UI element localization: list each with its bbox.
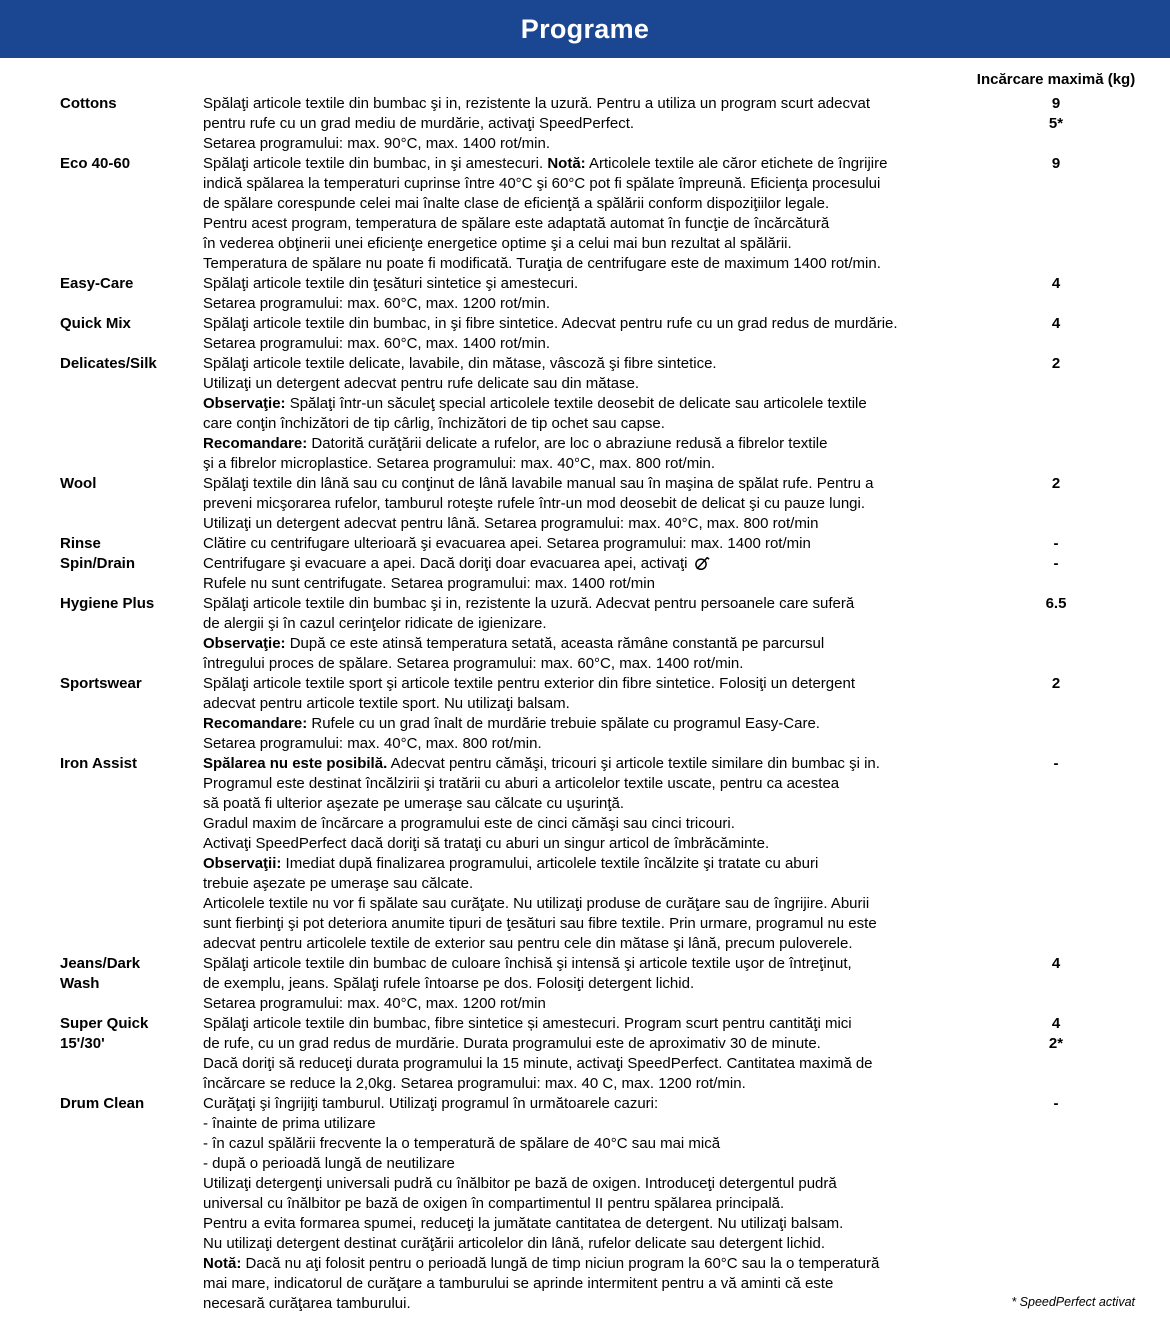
program-max-load bbox=[961, 754, 1151, 774]
program-name bbox=[60, 674, 203, 694]
program-row bbox=[60, 354, 1170, 474]
program-name-line: Spin/Drain bbox=[60, 555, 136, 572]
program-row bbox=[60, 94, 1170, 154]
program-max-load bbox=[961, 534, 1151, 554]
description-text: în vederea obţinerii unei eficienţe energetice optime şi a celui mai bun rezultat al spălării. bbox=[203, 235, 792, 252]
program-name-line: Drum Clean bbox=[60, 1095, 145, 1112]
description-text: Spălaţi articole textile din bumbac, fibre sintetice și amestecuri. Program scurt pentru cantităţi mici bbox=[203, 1015, 852, 1032]
description-text-bold: Observaţie: bbox=[203, 395, 286, 412]
description-line bbox=[203, 174, 961, 194]
description-line bbox=[203, 494, 961, 514]
no-spin-icon bbox=[694, 554, 710, 574]
footnote: * SpeedPerfect activat bbox=[1011, 1295, 1135, 1309]
description-text: Setarea programului: max. 60°C, max. 1200 rot/min. bbox=[203, 295, 550, 312]
program-description bbox=[203, 954, 961, 1014]
program-description bbox=[203, 534, 961, 554]
description-text: Nu utilizaţi detergent destinat curăţării articolelor din lână, rufelor delicate sau detergent lichid. bbox=[203, 1235, 826, 1252]
description-line bbox=[203, 314, 961, 334]
program-name-line: Sportswear bbox=[60, 675, 142, 692]
program-max-load bbox=[961, 1014, 1151, 1054]
description-text: universal cu înălbitor pe bază de oxigen în compartimentul II pentru spălarea principală. bbox=[203, 1195, 785, 1212]
page-header bbox=[0, 0, 1170, 58]
description-text: Spălaţi articole textile din bumbac, in şi fibre sintetice. Adecvat pentru rufe cu un grad redus de murdărie. bbox=[203, 315, 898, 332]
program-max-load bbox=[961, 274, 1151, 294]
program-name bbox=[60, 354, 203, 374]
description-text: mai mare, indicatorul de curăţare a tamburului se aprinde intermitent pentru a vă aminti că este bbox=[203, 1275, 834, 1292]
programs-table bbox=[60, 94, 1170, 1314]
program-name bbox=[60, 274, 203, 294]
description-line bbox=[203, 1114, 961, 1134]
description-text-bold: Observaţie: bbox=[203, 635, 286, 652]
page-title: Programe bbox=[520, 13, 650, 44]
description-text: Curăţaţi şi îngrijiţi tamburul. Utilizaţi programul în următoarele cazuri: bbox=[203, 1095, 659, 1112]
program-row bbox=[60, 754, 1170, 954]
load-value: - bbox=[1053, 1095, 1059, 1112]
program-max-load bbox=[961, 554, 1151, 574]
program-max-load bbox=[961, 674, 1151, 694]
description-text: Setarea programului: max. 40°C, max. 800 rot/min. bbox=[203, 735, 542, 752]
description-text-bold: Notă: bbox=[547, 155, 586, 172]
program-name bbox=[60, 154, 203, 174]
load-value: 9 bbox=[1051, 155, 1061, 172]
program-name bbox=[60, 1014, 203, 1054]
program-description bbox=[203, 154, 961, 274]
description-text: Datorită curăţării delicate a rufelor, are loc o abraziune redusă a fibrelor textile bbox=[307, 435, 828, 452]
program-name bbox=[60, 554, 203, 574]
program-max-load bbox=[961, 94, 1151, 134]
description-line bbox=[203, 654, 961, 674]
program-row bbox=[60, 594, 1170, 674]
description-text: necesară curăţarea tamburului. bbox=[203, 1295, 411, 1312]
description-text: trebuie aşezate pe umeraşe sau călcate. bbox=[203, 875, 474, 892]
program-row bbox=[60, 474, 1170, 534]
program-name bbox=[60, 1094, 203, 1114]
description-text: sunt fierbinţi şi pot deteriora anumite tipuri de ţesături sau fibre textile. Prin urmare, programul nu este bbox=[203, 915, 877, 932]
description-line bbox=[203, 1214, 961, 1234]
max-load-column-header: Incărcare maximă (kg) bbox=[976, 71, 1136, 88]
description-text-bold: Observaţii: bbox=[203, 855, 282, 872]
program-name bbox=[60, 314, 203, 334]
load-value: 2 bbox=[1051, 355, 1061, 372]
description-line bbox=[203, 674, 961, 694]
description-text: care conţin închizători de tip cârlig, închizători de tip ochet sau capse. bbox=[203, 415, 665, 432]
description-text: Spălaţi articole textile delicate, lavabile, din mătase, vâscoză şi fibre sintetice. bbox=[203, 355, 717, 372]
description-text-bold: Recomandare: bbox=[203, 435, 308, 452]
description-line bbox=[203, 1274, 961, 1294]
description-line bbox=[203, 554, 961, 574]
description-line bbox=[203, 854, 961, 874]
description-text: Pentru a evita formarea spumei, reduceţi la jumătate cantitatea de detergent. Nu utilizaţi balsam. bbox=[203, 1215, 844, 1232]
load-value: 2 bbox=[1051, 475, 1061, 492]
description-text: Rufele cu un grad înalt de murdărie trebuie spălate cu programul Easy-Care. bbox=[307, 715, 820, 732]
program-description bbox=[203, 354, 961, 474]
program-name-line: 15'/30' bbox=[60, 1035, 105, 1052]
description-line bbox=[203, 254, 961, 274]
description-text: Centrifugare şi evacuare a apei. Dacă doriţi doar evacuarea apei, activaţi bbox=[203, 555, 692, 572]
description-text: de alergii şi în cazul cerinţelor ridicate de igienizare. bbox=[203, 615, 547, 632]
program-row bbox=[60, 314, 1170, 354]
program-name bbox=[60, 754, 203, 774]
description-text: Clătire cu centrifugare ulterioară şi evacuarea apei. Setarea programului: max. 1400 rot/min bbox=[203, 535, 811, 552]
description-line bbox=[203, 394, 961, 414]
description-line bbox=[203, 534, 961, 554]
program-row bbox=[60, 274, 1170, 314]
description-text: Setarea programului: max. 60°C, max. 1400 rot/min. bbox=[203, 335, 550, 352]
description-line bbox=[203, 134, 961, 154]
description-text: pentru rufe cu un grad mediu de murdărie, activaţi SpeedPerfect. bbox=[203, 115, 635, 132]
description-line bbox=[203, 1234, 961, 1254]
description-text: Imediat după finalizarea programului, articolele textile încălzite şi tratate cu aburi bbox=[281, 855, 819, 872]
load-value: - bbox=[1053, 535, 1059, 552]
description-text: adecvat pentru articolele textile de exterior sau pentru cele din mătase şi lână, precum puloverele. bbox=[203, 935, 853, 952]
description-text: Spălaţi articole textile din bumbac şi in, rezistente la uzură. Adecvat pentru persoanele care suferă bbox=[203, 595, 855, 612]
description-text: Adecvat pentru cămăşi, tricouri şi articole textile similare din bumbac şi in. bbox=[387, 755, 880, 772]
description-text: Dacă nu aţi folosit pentru o perioadă lungă de timp niciun program la 60°C sau la o temperatură bbox=[241, 1255, 880, 1272]
description-line bbox=[203, 634, 961, 654]
description-text: să poată fi ulterior aşezate pe umeraşe sau călcate cu uşurinţă. bbox=[203, 795, 625, 812]
description-line bbox=[203, 334, 961, 354]
program-row bbox=[60, 1014, 1170, 1094]
table-header-row bbox=[60, 70, 1170, 90]
program-description bbox=[203, 1014, 961, 1094]
description-line bbox=[203, 1094, 961, 1114]
program-description bbox=[203, 274, 961, 314]
description-line bbox=[203, 774, 961, 794]
description-text: întregului proces de spălare. Setarea programului: max. 60°C, max. 1400 rot/min. bbox=[203, 655, 744, 672]
program-row bbox=[60, 674, 1170, 754]
program-description bbox=[203, 754, 961, 954]
description-line bbox=[203, 1034, 961, 1054]
description-line bbox=[203, 374, 961, 394]
load-value: 4 bbox=[1051, 955, 1061, 972]
program-max-load bbox=[961, 314, 1151, 334]
load-value: 4 bbox=[1051, 1015, 1061, 1032]
program-name bbox=[60, 594, 203, 614]
description-line bbox=[203, 814, 961, 834]
description-line bbox=[203, 1154, 961, 1174]
description-text: Spălaţi într-un săculeţ special articolele textile deosebit de delicate sau articolele textile bbox=[285, 395, 867, 412]
program-row bbox=[60, 954, 1170, 1014]
description-line bbox=[203, 1254, 961, 1274]
description-line bbox=[203, 894, 961, 914]
program-name-line: Iron Assist bbox=[60, 755, 137, 772]
description-text: încărcare se reduce la 2,0kg. Setarea programului: max. 40 C, max. 1200 rot/min. bbox=[203, 1075, 746, 1092]
description-line bbox=[203, 994, 961, 1014]
description-text: Articolele textile nu vor fi spălate sau curăţate. Nu utilizaţi produse de curăţare sau de îngrijire. Aburii bbox=[203, 895, 870, 912]
description-text: Spălaţi articole textile din bumbac, in şi amestecuri. bbox=[203, 155, 548, 172]
description-text-bold: Recomandare: bbox=[203, 715, 308, 732]
description-text: Pentru acest program, temperatura de spălare este adaptată automat în funcţie de încărcătură bbox=[203, 215, 830, 232]
program-row bbox=[60, 154, 1170, 274]
program-name bbox=[60, 534, 203, 554]
program-description bbox=[203, 674, 961, 754]
description-line bbox=[203, 234, 961, 254]
program-row bbox=[60, 554, 1170, 594]
description-text: - în cazul spălării frecvente la o temperatură de spălare de 40°C sau mai mică bbox=[203, 1135, 721, 1152]
program-max-load bbox=[961, 954, 1151, 974]
description-text: Rufele nu sunt centrifugate. Setarea programului: max. 1400 rot/min bbox=[203, 575, 655, 592]
description-text: de exemplu, jeans. Spălaţi rufele întoarse pe dos. Folosiţi detergent lichid. bbox=[203, 975, 695, 992]
description-line bbox=[203, 454, 961, 474]
load-value: 6.5 bbox=[1045, 595, 1067, 612]
description-line bbox=[203, 434, 961, 454]
program-name-line: Super Quick bbox=[60, 1015, 149, 1032]
program-description bbox=[203, 554, 961, 594]
load-value: 2 bbox=[1051, 675, 1061, 692]
description-text: preveni micşorarea rufelor, tamburul roteşte rufele într-un mod deosebit de delicat şi cu pauze lungi. bbox=[203, 495, 866, 512]
description-line bbox=[203, 1134, 961, 1154]
description-line bbox=[203, 1074, 961, 1094]
description-text: Dacă doriţi să reduceţi durata programului la 15 minute, activaţi SpeedPerfect. Cantitatea maximă de bbox=[203, 1055, 873, 1072]
description-line bbox=[203, 714, 961, 734]
program-name bbox=[60, 94, 203, 114]
program-description bbox=[203, 1094, 961, 1314]
program-description bbox=[203, 594, 961, 674]
description-text: Utilizaţi un detergent adecvat pentru lână. Setarea programului: max. 40°C, max. 800 rot/min bbox=[203, 515, 819, 532]
program-name bbox=[60, 954, 203, 994]
program-description bbox=[203, 94, 961, 154]
description-line bbox=[203, 414, 961, 434]
load-value: 4 bbox=[1051, 315, 1061, 332]
programs-section bbox=[0, 70, 1170, 1314]
description-line bbox=[203, 214, 961, 234]
description-line bbox=[203, 1294, 961, 1314]
description-text: Spălaţi textile din lână sau cu conţinut de lână lavabile manual sau în maşina de spălat rufe. Pentru a bbox=[203, 475, 874, 492]
description-line bbox=[203, 574, 961, 594]
description-text-bold: Notă: bbox=[203, 1255, 242, 1272]
description-line bbox=[203, 94, 961, 114]
description-line bbox=[203, 934, 961, 954]
description-text: Activaţi SpeedPerfect dacă doriţi să trataţi cu aburi un singur articol de îmbrăcăminte. bbox=[203, 835, 770, 852]
description-line bbox=[203, 114, 961, 134]
description-text: Gradul maxim de încărcare a programului este de cinci cămăşi sau cinci tricouri. bbox=[203, 815, 735, 832]
description-text: indică spălarea la temperaturi cuprinse între 40°C şi 60°C pot fi spălate împreună. Eficienţa procesului bbox=[203, 175, 881, 192]
program-name-line: Cottons bbox=[60, 95, 117, 112]
description-line bbox=[203, 694, 961, 714]
description-text: de spălare corespunde celei mai înalte clase de eficienţă a spălării conform dispoziţiilor legale. bbox=[203, 195, 830, 212]
description-text: Spălaţi articole textile din bumbac şi in, rezistente la uzură. Pentru a utiliza un program scurt adecvat bbox=[203, 95, 871, 112]
description-text: Temperatura de spălare nu poate fi modificată. Turaţia de centrifugare este de maximum 1400 rot/min. bbox=[203, 255, 881, 272]
program-name-line: Hygiene Plus bbox=[60, 595, 155, 612]
load-value: - bbox=[1053, 555, 1059, 572]
program-max-load bbox=[961, 474, 1151, 494]
description-text: Spălaţi articole textile din ţesături sintetice şi amestecuri. bbox=[203, 275, 579, 292]
description-line bbox=[203, 194, 961, 214]
description-text: adecvat pentru articole textile sport. Nu utilizaţi balsam. bbox=[203, 695, 570, 712]
load-value: 4 bbox=[1051, 275, 1061, 292]
program-name bbox=[60, 474, 203, 494]
program-max-load bbox=[961, 154, 1151, 174]
description-line bbox=[203, 754, 961, 774]
description-text: Articolele textile ale căror etichete de îngrijire bbox=[585, 155, 888, 172]
load-value: 9 bbox=[1051, 95, 1061, 112]
program-row bbox=[60, 1094, 1170, 1314]
description-line bbox=[203, 514, 961, 534]
program-row bbox=[60, 534, 1170, 554]
program-max-load bbox=[961, 594, 1151, 614]
table-header-spacer bbox=[60, 70, 961, 90]
description-text: - înainte de prima utilizare bbox=[203, 1115, 376, 1132]
description-text: Programul este destinat încălzirii şi tratării cu aburi a articolelor textile uscate, pentru ca acestea bbox=[203, 775, 840, 792]
program-name-line: Jeans/Dark bbox=[60, 955, 141, 972]
description-line bbox=[203, 1174, 961, 1194]
description-text: şi a fibrelor microplastice. Setarea programului: max. 40°C, max. 800 rot/min. bbox=[203, 455, 716, 472]
description-line bbox=[203, 734, 961, 754]
description-line bbox=[203, 474, 961, 494]
program-description bbox=[203, 314, 961, 354]
program-name-line: Eco 40-60 bbox=[60, 155, 131, 172]
load-value: 2* bbox=[1048, 1035, 1064, 1052]
description-line bbox=[203, 1014, 961, 1034]
program-name-line: Delicates/Silk bbox=[60, 355, 157, 372]
load-value: 5* bbox=[1048, 115, 1064, 132]
description-text: - după o perioadă lungă de neutilizare bbox=[203, 1155, 455, 1172]
description-line bbox=[203, 794, 961, 814]
program-name-line: Wash bbox=[60, 975, 100, 992]
program-description bbox=[203, 474, 961, 534]
program-name-line: Easy-Care bbox=[60, 275, 134, 292]
description-line bbox=[203, 954, 961, 974]
description-text: Setarea programului: max. 40°C, max. 1200 rot/min bbox=[203, 995, 546, 1012]
description-line bbox=[203, 874, 961, 894]
description-line bbox=[203, 914, 961, 934]
description-text: Setarea programului: max. 90°C, max. 1400 rot/min. bbox=[203, 135, 550, 152]
load-value: - bbox=[1053, 755, 1059, 772]
description-line bbox=[203, 274, 961, 294]
description-text: Utilizaţi detergenţi universali pudră cu înălbitor pe bază de oxigen. Introduceţi detergentul pudră bbox=[203, 1175, 837, 1192]
description-line bbox=[203, 834, 961, 854]
description-text: Spălaţi articole textile din bumbac de culoare închisă şi intensă şi articole textile uşor de întreţinut, bbox=[203, 955, 852, 972]
description-text: Utilizaţi un detergent adecvat pentru rufe delicate sau din mătase. bbox=[203, 375, 640, 392]
description-line bbox=[203, 614, 961, 634]
description-text-bold: Spălarea nu este posibilă. bbox=[203, 755, 388, 772]
program-name-line: Wool bbox=[60, 475, 97, 492]
description-line bbox=[203, 594, 961, 614]
program-max-load bbox=[961, 1094, 1151, 1114]
description-line bbox=[203, 294, 961, 314]
program-max-load bbox=[961, 354, 1151, 374]
program-name-line: Quick Mix bbox=[60, 315, 131, 332]
program-name-line: Rinse bbox=[60, 535, 101, 552]
description-line bbox=[203, 1194, 961, 1214]
description-text: de rufe, cu un grad redus de murdărie. Durata programului este de aproximativ 30 de minute. bbox=[203, 1035, 821, 1052]
description-text: După ce este atinsă temperatura setată, aceasta rămâne constantă pe parcursul bbox=[285, 635, 825, 652]
description-line bbox=[203, 354, 961, 374]
description-line bbox=[203, 1054, 961, 1074]
description-text: Spălaţi articole textile sport şi articole textile pentru exterior din fibre sintetice. Folosiţi un detergent bbox=[203, 675, 855, 692]
description-line bbox=[203, 974, 961, 994]
description-line bbox=[203, 154, 961, 174]
